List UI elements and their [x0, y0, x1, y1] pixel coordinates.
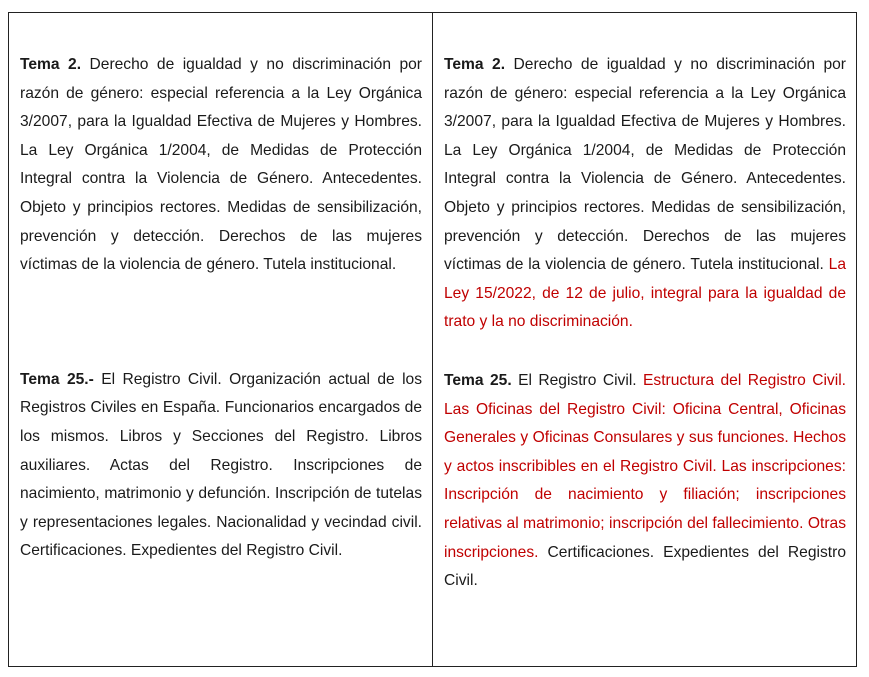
right-column-new-syllabus	[433, 13, 856, 666]
tema-25-added-text: Estructura del Registro Civil. Las Oficinas del Registro Civil: Oficina Central, Oficinas Generales y Oficinas Consulares y sus funciones. Hechos y actos inscribibles en el Registro Civil. Las inscripciones: Inscripción de nacimiento y filiación; inscripciones relativas al matrimonio; inscripción del fallecimiento. Otras inscripciones.	[444, 371, 846, 561]
tema-25-heading: Tema 25.	[444, 371, 512, 389]
tema-25-body: El Registro Civil. Organización actual de los Registros Civiles en España. Funcionarios encargados de los mismos. Libros y Secciones del Registro. Libros auxiliares. Actas del Registro. Inscripciones de nacimiento, matrimonio y defunción. Inscripción de tutelas y representaciones legales. Nacionalidad y vecindad civil. Certificaciones. Expedientes del Registro Civil.	[20, 370, 423, 560]
left-column-old-syllabus	[9, 13, 433, 666]
right-tema-2	[444, 51, 846, 337]
tema-25-heading: Tema 25.-	[20, 370, 94, 388]
tema-2-heading: Tema 2.	[444, 56, 506, 73]
tema-25-tail-text: Certificaciones. Expedientes del Registro Civil.	[444, 543, 846, 590]
left-tema-25	[20, 366, 422, 566]
tema-2-heading: Tema 2.	[20, 56, 82, 73]
comparison-table	[8, 12, 857, 667]
right-tema-25	[444, 367, 846, 596]
left-tema-2	[20, 51, 422, 280]
tema-2-body: Derecho de igualdad y no discriminación por razón de género: especial referencia a la Ley Orgánica 3/2007, para la Igualdad Efectiva de Mujeres y Hombres. La Ley Orgánica 1/2004, de Medidas de Protección Integral contra la Violencia de Género. Antecedentes. Objeto y principios rectores. Medidas de sensibilización, prevención y detección. Derechos de las mujeres víctimas de la violencia de género. Tutela institucional.	[20, 56, 422, 274]
tema-2-added-text: La Ley 15/2022, de 12 de julio, integral para la igualdad de trato y la no discriminación.	[444, 256, 846, 331]
tema-2-body: Derecho de igualdad y no discriminación por razón de género: especial referencia a la Ley Orgánica 3/2007, para la Igualdad Efectiva de Mujeres y Hombres. La Ley Orgánica 1/2004, de Medidas de Protección Integral contra la Violencia de Género. Antecedentes. Objeto y principios rectores. Medidas de sensibilización, prevención y detección. Derechos de las mujeres víctimas de la violencia de género. Tutela institucional.	[444, 56, 846, 274]
tema-25-body: El Registro Civil.	[511, 371, 644, 389]
